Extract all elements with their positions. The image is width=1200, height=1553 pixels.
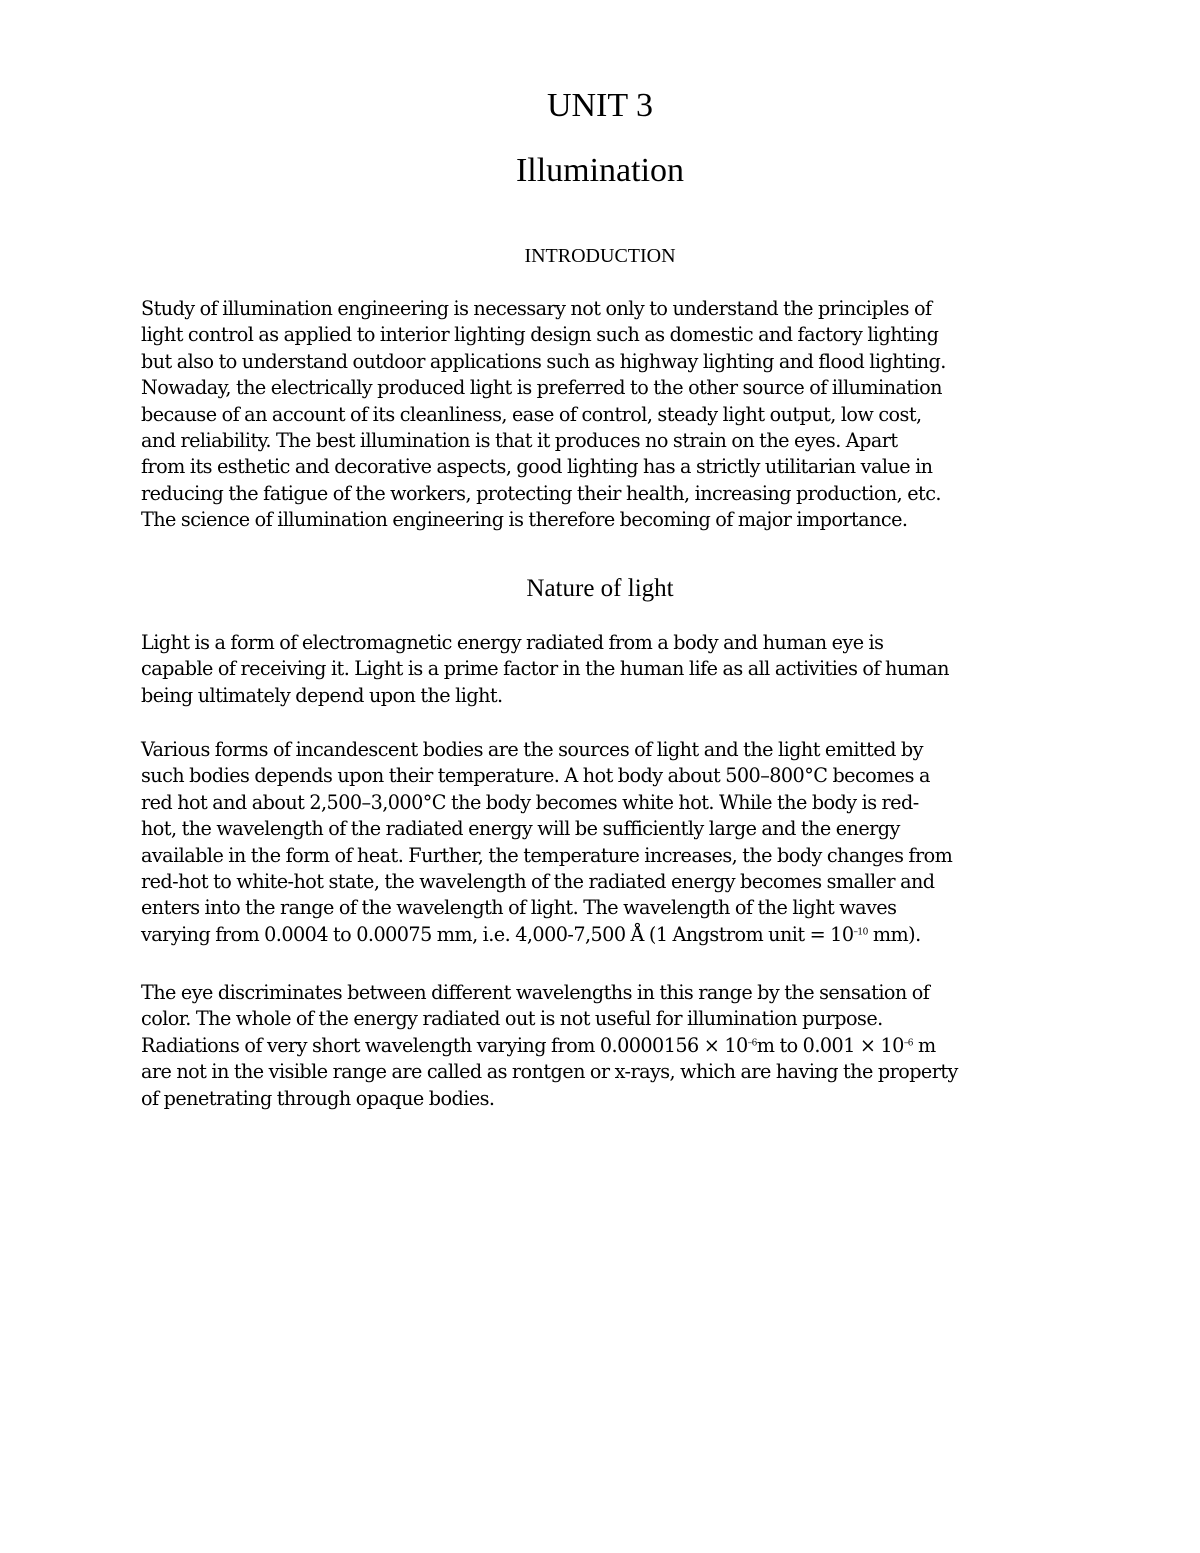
wavelength-range-line [141,922,1081,948]
paragraph-line: such bodies depends upon their temperature. A hot body about 500–800°C becomes a [141,764,930,788]
document-title: Illumination [515,152,685,189]
paragraph-line: and reliability. The best illumination is that it produces no strain on the eyes. Apart [141,429,898,453]
line-text: varying from 0.0004 to 0.00075 mm, i.e. 4,000-7,500 Å (1 Angstrom unit = 10 [141,922,854,946]
paragraph-line: of penetrating through opaque bodies. [141,1086,495,1110]
eye-discrimination-paragraph [141,980,1081,1112]
light-definition-paragraph [141,630,1081,709]
paragraph-line: reducing the fatigue of the workers, protecting their health, increasing production, etc. [141,481,941,505]
paragraph-line: The science of illumination engineering is therefore becoming of major importance. [141,508,908,532]
paragraph-line: light control as applied to interior lighting design such as domestic and factory lighting [141,323,939,347]
introduction-paragraph [141,296,1081,534]
incandescent-bodies-paragraph [141,737,1081,948]
line-text: m [912,1033,936,1057]
nature-of-light-heading: Nature of light [526,575,674,602]
paragraph-line: The eye discriminates between different wavelengths in this range by the sensation of [141,981,930,1004]
radiation-formula-line [141,1033,1081,1059]
paragraph-line: Nowaday, the electrically produced light is preferred to the other source of illumination [141,376,942,400]
wavelength-exponent: –6 [747,1038,757,1049]
paragraph-line: Study of illumination engineering is necessary not only to understand the principles of [141,297,932,320]
line-text: m to 0.001 × 10 [756,1033,904,1057]
paragraph-line: enters into the range of the wavelength of light. The wavelength of the light waves [141,896,897,920]
unit-title: UNIT 3 [546,87,654,124]
paragraph-line: Light is a form of electromagnetic energy radiated from a body and human eye is [141,631,884,654]
line-text: mm). [867,922,921,946]
paragraph-line: capable of receiving it. Light is a prime factor in the human life as all activities of human [141,657,949,681]
paragraph-line: hot, the wavelength of the radiated energy will be sufficiently large and the energy [141,817,900,841]
paragraph-line: red hot and about 2,500–3,000°C the body becomes white hot. While the body is red- [141,790,919,814]
introduction-heading: INTRODUCTION [524,245,676,267]
angstrom-exponent: –10 [853,927,868,938]
line-text: Radiations of very short wavelength varying from 0.0000156 × 10 [141,1033,748,1057]
paragraph-line: color. The whole of the energy radiated out is not useful for illumination purpose. [141,1007,883,1031]
wavelength-exponent: –6 [903,1038,913,1049]
paragraph-line: are not in the visible range are called as rontgen or x-rays, which are having the property [141,1060,958,1084]
paragraph-line: because of an account of its cleanliness, ease of control, steady light output, low cost, [141,402,922,426]
paragraph-line: being ultimately depend upon the light. [141,683,503,707]
paragraph-line: available in the form of heat. Further, the temperature increases, the body changes from [141,843,953,867]
paragraph-line: but also to understand outdoor applications such as highway lighting and flood lighting. [141,349,946,373]
paragraph-line: red-hot to white-hot state, the wavelength of the radiated energy becomes smaller and [141,870,935,894]
paragraph-line: Various forms of incandescent bodies are the sources of light and the light emitted by [141,738,923,761]
paragraph-line: from its esthetic and decorative aspects, good lighting has a strictly utilitarian value in [141,455,933,479]
